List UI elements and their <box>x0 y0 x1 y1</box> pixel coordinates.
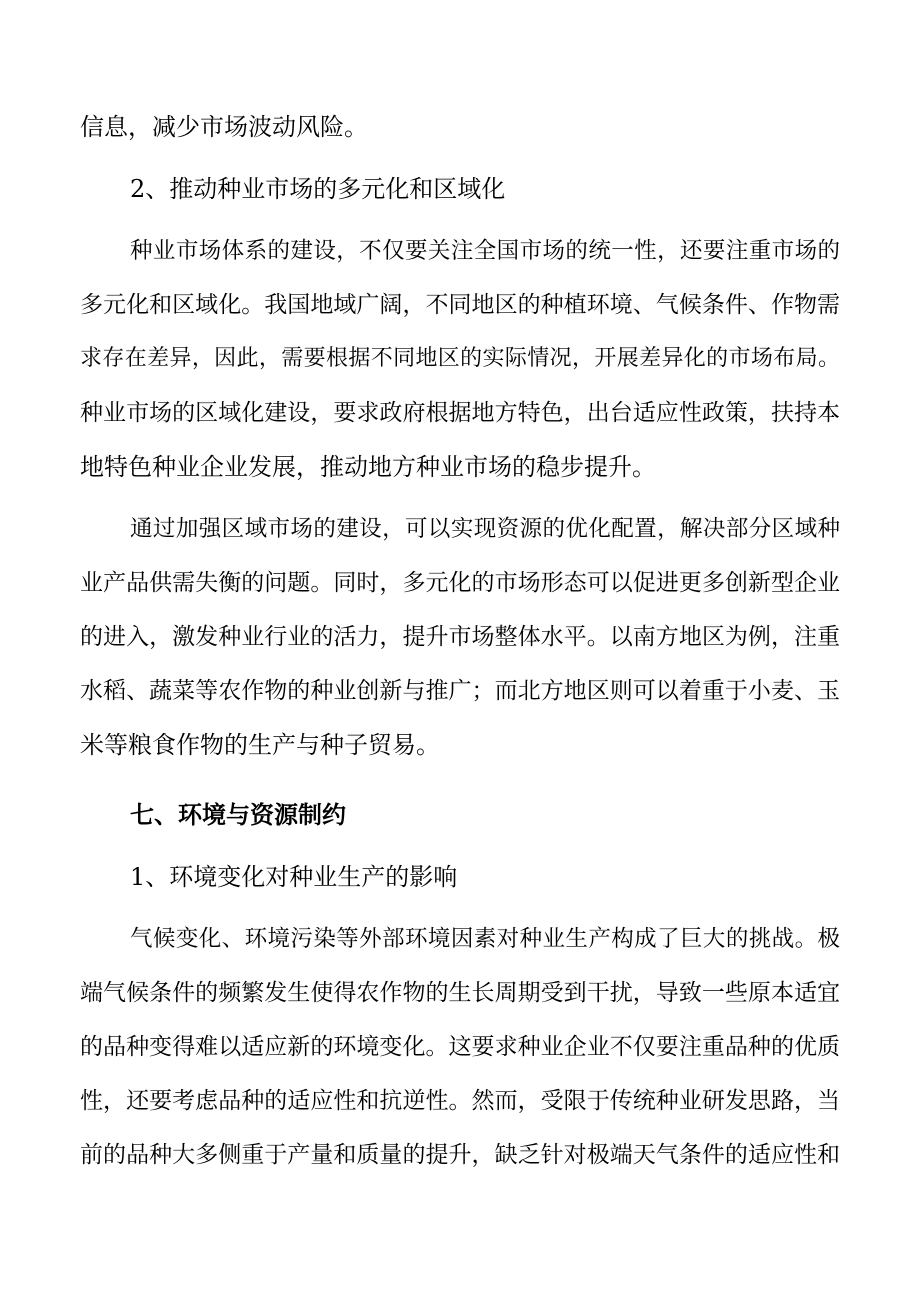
paragraph-line: 前的品种大多侧重于产量和质量的提升，缺乏针对极端天气条件的适应性和 <box>80 1142 840 1168</box>
paragraph-line: 求存在差异，因此，需要根据不同地区的实际情况，开展差异化的市场布局。 <box>80 346 840 371</box>
paragraph-line: 种业市场体系的建设，不仅要关注全国市场的统一性，还要注重市场的 <box>130 238 840 264</box>
paragraph-line-last: 地特色种业企业发展，推动地方种业市场的稳步提升。 <box>80 453 656 481</box>
paragraph-line-last: 米等粮食作物的生产与种子贸易。 <box>80 731 440 759</box>
paragraph-line: 端气候条件的频繁发生使得农作物的生长周期受到干扰，导致一些原本适宜 <box>80 980 840 1006</box>
paragraph-line: 的品种变得难以适应新的环境变化。这要求种业企业不仅要注重品种的优质 <box>80 1034 840 1060</box>
subsection-heading-1: 1、环境变化对种业生产的影响 <box>130 863 458 891</box>
subsection-heading-2: 2、推动种业市场的多元化和区域化 <box>130 175 506 203</box>
paragraph-line: 气候变化、环境污染等外部环境因素对种业生产构成了巨大的挑战。极 <box>130 926 840 952</box>
paragraph-continuation-line: 信息，减少市场波动风险。 <box>80 113 368 141</box>
section-heading-7: 七、环境与资源制约 <box>130 801 346 829</box>
paragraph-line: 通过加强区域市场的建设，可以实现资源的优化配置，解决部分区域种 <box>130 516 840 542</box>
paragraph-line: 水稻、蔬菜等农作物的种业创新与推广；而北方地区则可以着重于小麦、玉 <box>80 678 840 704</box>
paragraph-line: 多元化和区域化。我国地域广阔，不同地区的种植环境、气候条件、作物需 <box>80 292 840 318</box>
paragraph-line: 业产品供需失衡的问题。同时，多元化的市场形态可以促进更多创新型企业 <box>80 570 840 596</box>
paragraph-line: 的进入，激发种业行业的活力，提升市场整体水平。以南方地区为例，注重 <box>80 624 840 650</box>
paragraph-line: 性，还要考虑品种的适应性和抗逆性。然而，受限于传统种业研发思路，当 <box>80 1088 840 1114</box>
paragraph-line: 种业市场的区域化建设，要求政府根据地方特色，出台适应性政策，扶持本 <box>80 400 840 426</box>
